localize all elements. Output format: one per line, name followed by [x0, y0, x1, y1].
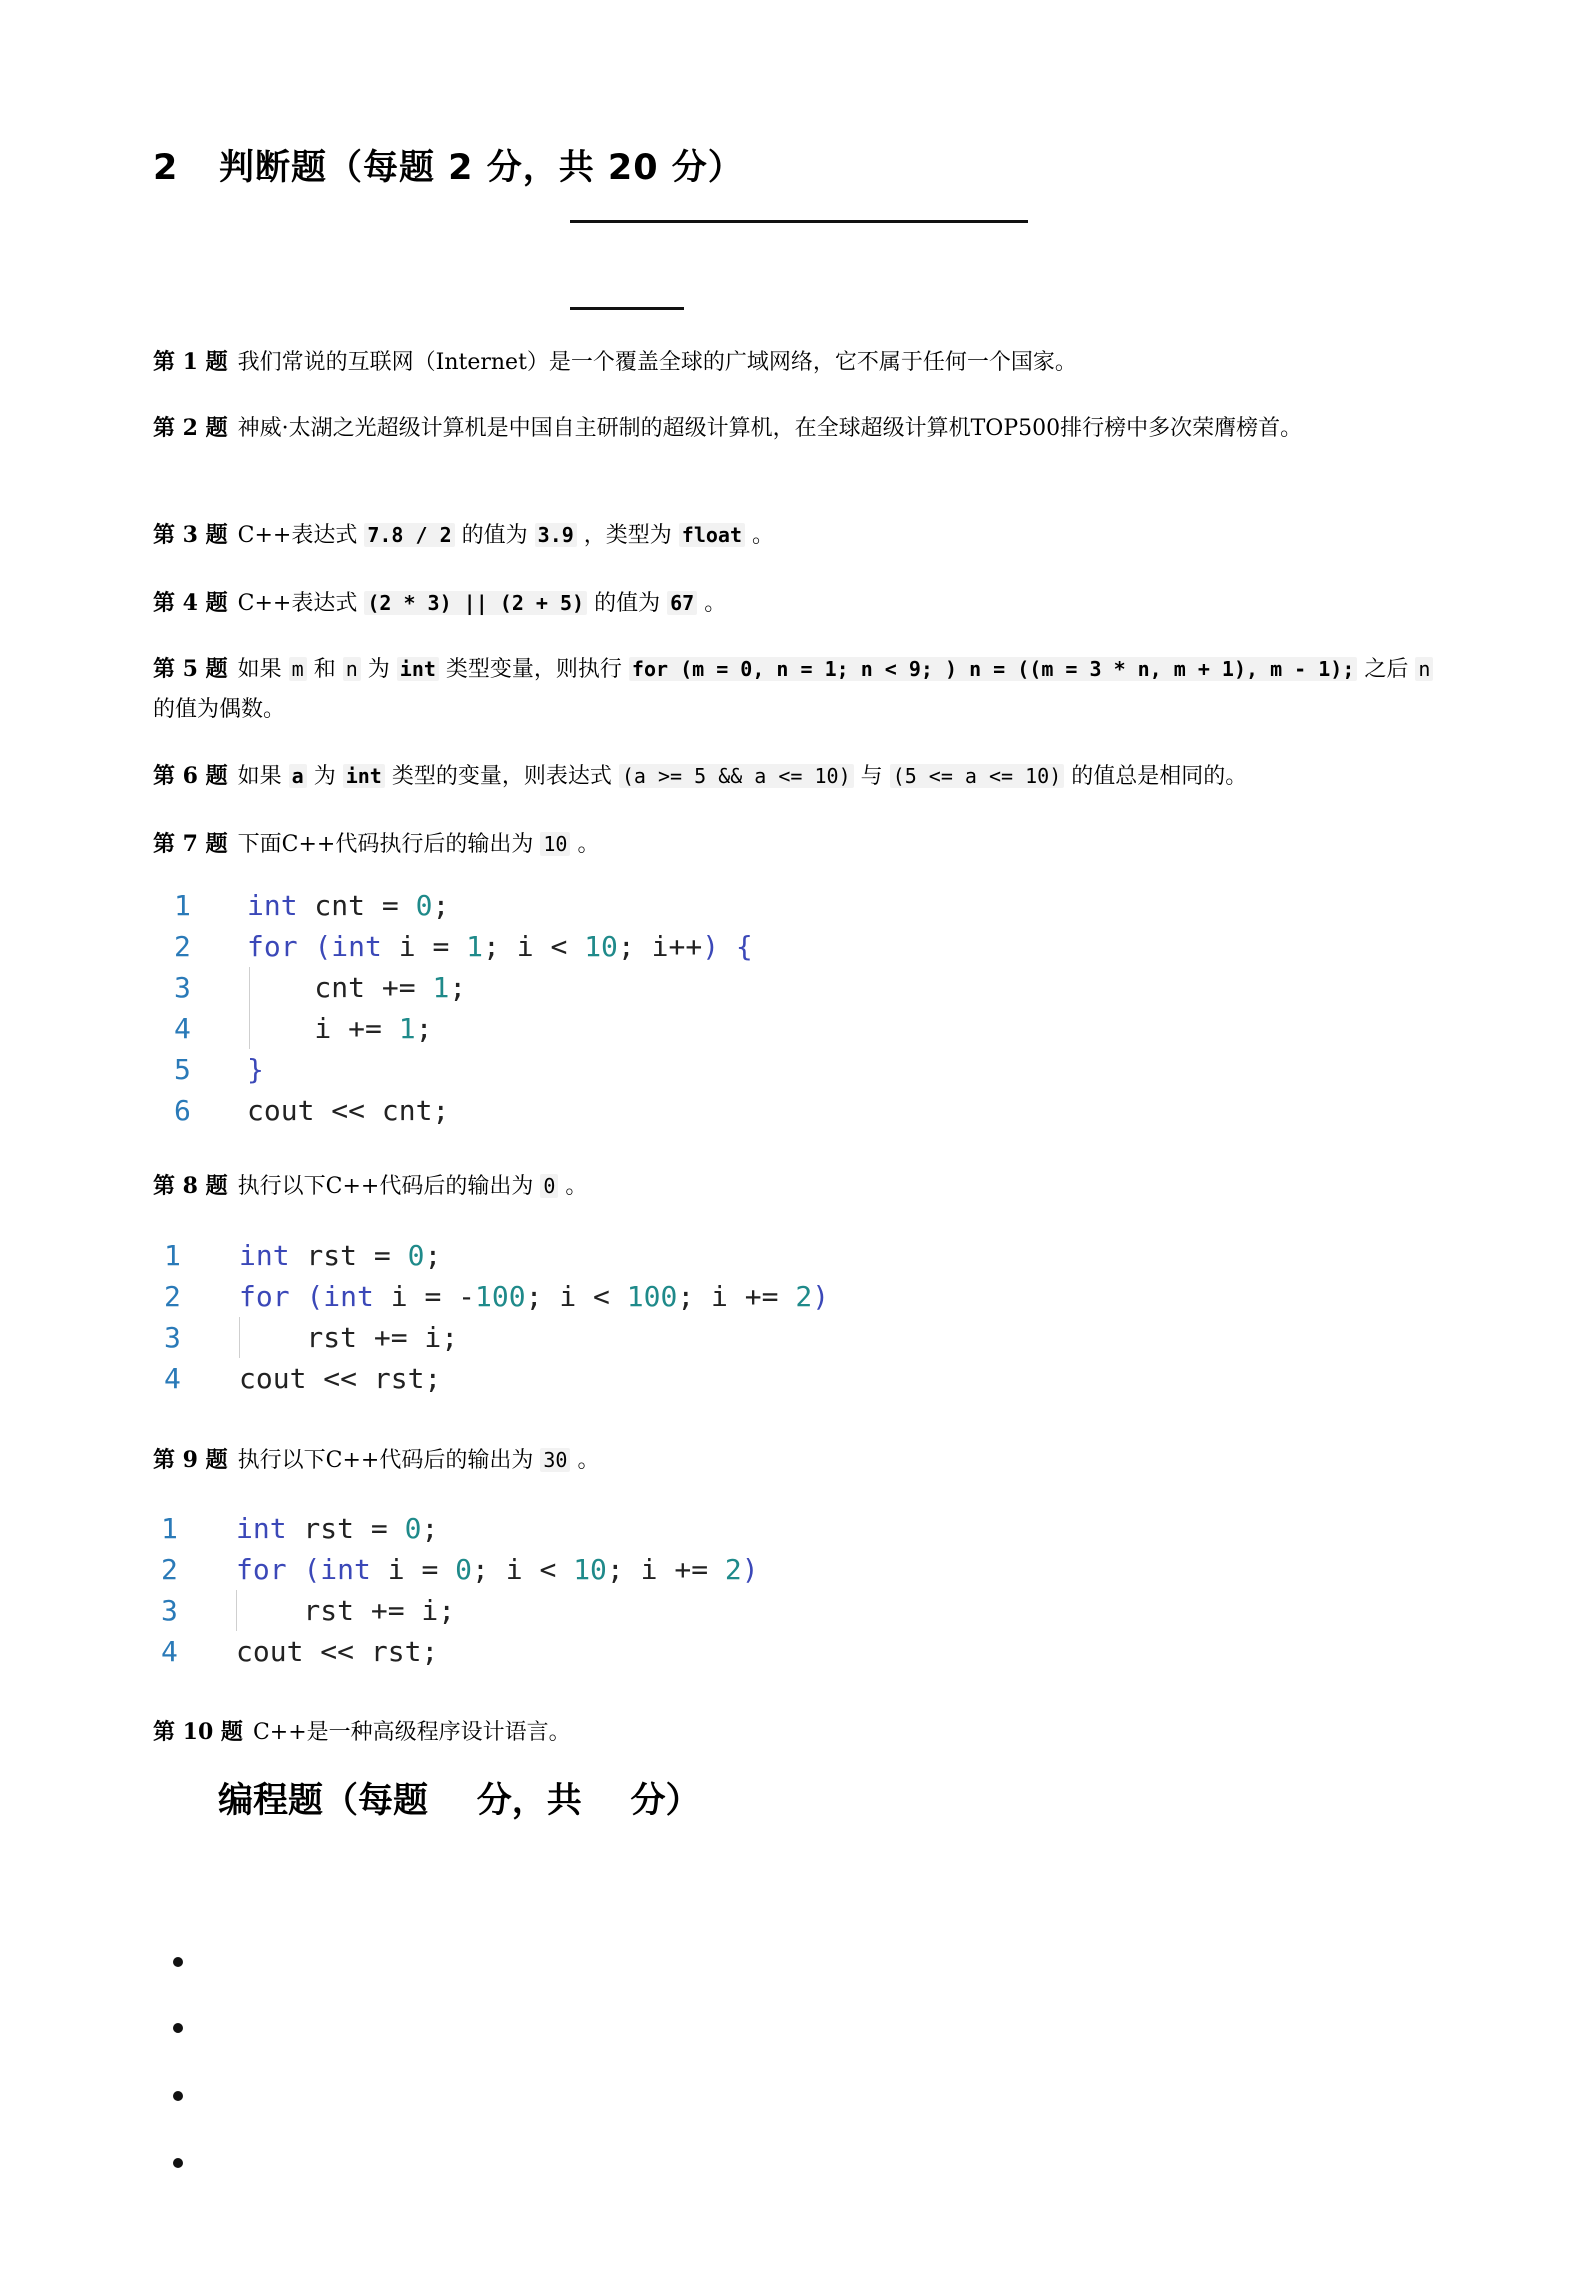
bullet-point [173, 2023, 183, 2033]
code-token: ; i += [677, 1280, 796, 1313]
question-text: 类型变量，则执行 [445, 657, 622, 682]
code-line [164, 1317, 829, 1358]
code-token: ; [424, 1239, 442, 1272]
section-2-heading [153, 140, 744, 190]
code-line [161, 1590, 759, 1631]
code-token: int [236, 1512, 287, 1545]
question-text: 。 [704, 591, 727, 616]
question-text: ，类型为 [583, 523, 672, 548]
code-token: 0 [455, 1553, 473, 1586]
question-text: 为 [367, 657, 390, 682]
question-label: 第 10 题 [153, 1719, 243, 1745]
inline-code: (5 <= a <= 10) [890, 764, 1065, 788]
code-line [174, 967, 753, 1008]
inline-code: int [397, 657, 439, 681]
line-number: 3 [161, 1594, 178, 1627]
code-token: cout << rst; [239, 1362, 442, 1395]
inline-code: (2 * 3) || (2 + 5) [364, 591, 587, 615]
question-label: 第 9 题 [153, 1447, 228, 1473]
code-token [290, 1280, 307, 1313]
code-line [174, 1049, 753, 1090]
question-text: C++表达式 [237, 591, 358, 616]
question-label: 第 6 题 [153, 763, 228, 789]
inline-code: n [1415, 657, 1433, 681]
line-number: 5 [174, 1053, 191, 1086]
code-token: 10 [573, 1553, 607, 1586]
question-9 [153, 1440, 1443, 1481]
section-title: 判断题（每题 2 分，共 20 分） [219, 148, 744, 188]
question-5 [153, 649, 1443, 730]
code-token: ) [741, 1553, 759, 1586]
code-token: ; [421, 1512, 439, 1545]
code-block-q7 [174, 885, 753, 1131]
code-token: i += [247, 1012, 399, 1045]
question-7 [153, 824, 1443, 865]
code-token: 2 [724, 1553, 742, 1586]
question-4 [153, 583, 1443, 624]
question-text: 的值为 [461, 523, 528, 548]
code-token: ; [432, 889, 450, 922]
code-token: 1 [466, 930, 484, 963]
code-token: ; i < [525, 1280, 627, 1313]
question-1 [153, 342, 1443, 383]
code-token: i = [381, 930, 467, 963]
inline-code: 67 [667, 591, 697, 615]
inline-code: 30 [540, 1448, 570, 1472]
question-text: 。 [577, 832, 600, 857]
code-line [164, 1358, 829, 1399]
question-label: 第 3 题 [153, 522, 228, 548]
question-text: C++是一种高级程序设计语言。 [252, 1720, 571, 1745]
line-number: 4 [174, 1012, 191, 1045]
code-token: ; i < [483, 930, 585, 963]
code-token: 100 [475, 1280, 526, 1313]
code-token: 0 [415, 889, 433, 922]
code-token: 0 [404, 1512, 422, 1545]
question-8 [153, 1166, 1443, 1207]
line-number: 4 [164, 1362, 181, 1395]
question-text: 下面C++代码执行后的输出为 [237, 832, 534, 857]
code-token: 1 [398, 1012, 416, 1045]
inline-code: n [343, 657, 361, 681]
line-number: 1 [161, 1512, 178, 1545]
question-text: 的值为偶数。 [153, 697, 286, 722]
code-token: cout << rst; [236, 1635, 439, 1668]
question-text: 之后 [1364, 657, 1409, 682]
question-label: 第 7 题 [153, 831, 228, 857]
inline-code: 0 [540, 1174, 558, 1198]
horizontal-rule [570, 220, 1028, 223]
question-label: 第 2 题 [153, 415, 228, 441]
code-token: (int [303, 1553, 371, 1586]
question-10 [153, 1712, 1443, 1753]
code-token: rst += i; [236, 1594, 456, 1627]
section-number: 2 [153, 148, 179, 188]
code-token: ) [702, 930, 720, 963]
code-token [298, 930, 315, 963]
code-line [164, 1235, 829, 1276]
code-token: ; i++ [617, 930, 703, 963]
code-token: cnt = [297, 889, 416, 922]
question-text: 执行以下C++代码后的输出为 [237, 1448, 534, 1473]
horizontal-rule-short [570, 307, 684, 310]
inline-code: for (m = 0, n = 1; n < 9; ) n = ((m = 3 * n, m + 1), m - 1); [629, 657, 1357, 681]
question-text: 。 [752, 523, 775, 548]
question-text: 。 [565, 1174, 588, 1199]
inline-code: (a >= 5 && a <= 10) [619, 764, 854, 788]
code-token: 100 [626, 1280, 678, 1313]
inline-code: 3.9 [535, 523, 577, 547]
line-number: 2 [174, 930, 191, 963]
question-6 [153, 756, 1443, 797]
inline-code: int [343, 764, 385, 788]
code-block-q9 [161, 1508, 759, 1672]
code-token: (int [306, 1280, 374, 1313]
line-number: 3 [174, 971, 191, 1004]
line-number: 1 [164, 1239, 181, 1272]
code-token: int [239, 1239, 290, 1272]
question-3 [153, 515, 1443, 556]
bullet-point [173, 2158, 183, 2168]
code-token [719, 930, 736, 963]
code-token: rst = [286, 1512, 405, 1545]
question-text: 与 [860, 764, 883, 789]
section-3-heading: 编程题（每题 分，共 分） [218, 1781, 701, 1821]
question-text: 为 [313, 764, 336, 789]
inline-code: m [289, 657, 307, 681]
code-line [174, 885, 753, 926]
code-line [174, 926, 753, 967]
question-label: 第 1 题 [153, 349, 228, 375]
inline-code: 10 [540, 832, 570, 856]
line-number: 2 [164, 1280, 181, 1313]
inline-code: float [679, 523, 745, 547]
code-token: int [247, 889, 298, 922]
line-number: 4 [161, 1635, 178, 1668]
code-line [174, 1008, 753, 1049]
code-token: cnt += [247, 971, 433, 1004]
code-token [287, 1553, 304, 1586]
code-line [161, 1508, 759, 1549]
code-token: ; [449, 971, 467, 1004]
question-text: 的值总是相同的。 [1071, 764, 1248, 789]
code-line [164, 1276, 829, 1317]
question-text: 。 [577, 1448, 600, 1473]
question-text: 执行以下C++代码后的输出为 [237, 1174, 534, 1199]
code-token: rst = [289, 1239, 408, 1272]
code-token: for [239, 1280, 290, 1313]
code-token: (int [314, 930, 382, 963]
bullet-point [173, 2091, 183, 2101]
code-token: ; [415, 1012, 433, 1045]
code-token: rst += i; [239, 1321, 459, 1354]
line-number: 3 [164, 1321, 181, 1354]
line-number: 2 [161, 1553, 178, 1586]
question-text: 我们常说的互联网（Internet）是一个覆盖全球的广域网络，它不属于任何一个国家。 [237, 350, 1077, 375]
code-token: { [735, 930, 753, 963]
code-token: for [236, 1553, 287, 1586]
code-token: 2 [795, 1280, 813, 1313]
code-token: 10 [584, 930, 618, 963]
code-token: ; i < [472, 1553, 574, 1586]
inline-code: 7.8 / 2 [364, 523, 454, 547]
code-line [161, 1631, 759, 1672]
question-label: 第 4 题 [153, 590, 228, 616]
question-2 [153, 408, 1443, 449]
inline-code: a [289, 764, 307, 788]
line-number: 6 [174, 1094, 191, 1127]
code-token: for [247, 930, 298, 963]
code-token: 1 [432, 971, 450, 1004]
question-text: C++表达式 [237, 523, 358, 548]
code-line [161, 1549, 759, 1590]
question-label: 第 8 题 [153, 1173, 228, 1199]
question-text: 如果 [237, 764, 282, 789]
bullet-point [173, 1957, 183, 1967]
question-text: 和 [313, 657, 336, 682]
question-text: 类型的变量，则表达式 [391, 764, 612, 789]
question-text: 神威·太湖之光超级计算机是中国自主研制的超级计算机，在全球超级计算机TOP500排行榜中多次荣膺榜首。 [237, 416, 1303, 441]
question-text: 的值为 [594, 591, 661, 616]
code-token: } [247, 1053, 264, 1086]
question-label: 第 5 题 [153, 656, 228, 682]
code-token: 0 [407, 1239, 425, 1272]
code-line [174, 1090, 753, 1131]
code-block-q8 [164, 1235, 829, 1399]
code-token: i = - [373, 1280, 476, 1313]
code-token: ) [812, 1280, 830, 1313]
question-text: 如果 [237, 657, 282, 682]
code-token: i = [370, 1553, 456, 1586]
line-number: 1 [174, 889, 191, 922]
code-token: ; i += [606, 1553, 725, 1586]
code-token: cout << cnt; [247, 1094, 450, 1127]
